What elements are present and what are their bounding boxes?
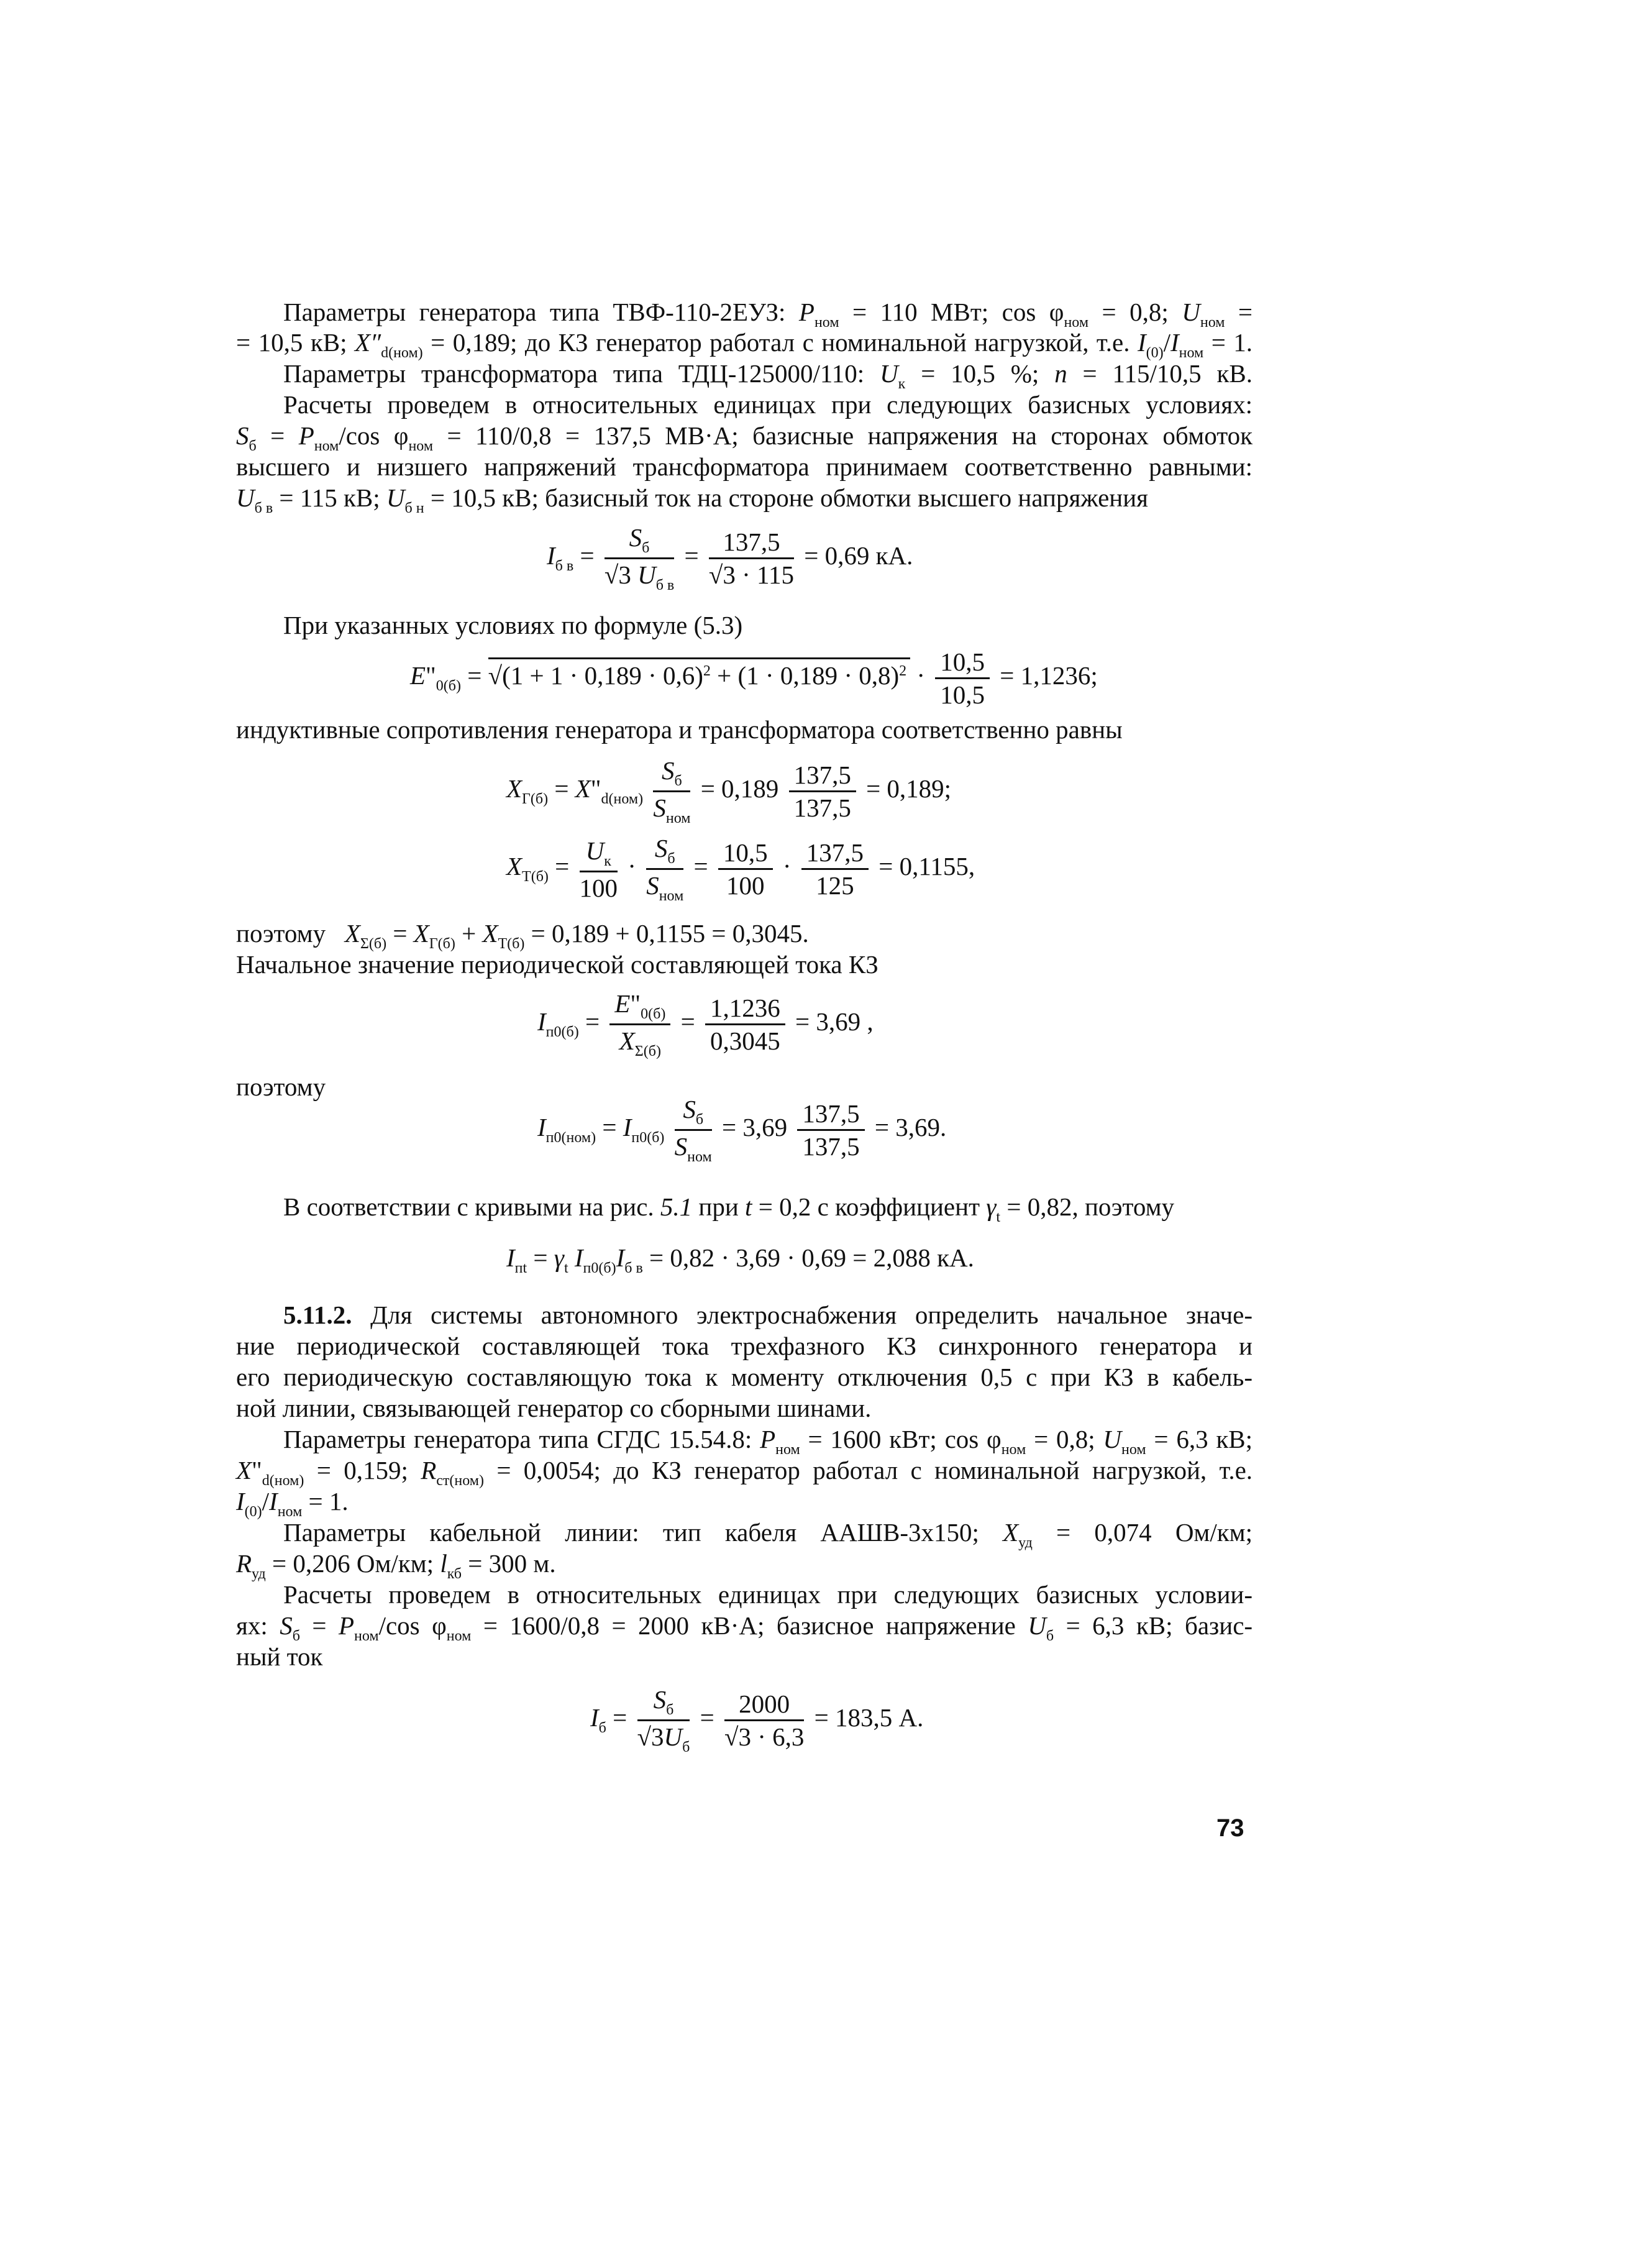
text-line: поэтому — [236, 1073, 326, 1101]
text-line: поэтому $X_{\Sigma(б)} = X_{Г(б)} + X_{Т(б)} = 0,189 + 0,1155 = 0,3045$. — [236, 919, 809, 952]
text-line: $I_{(0)}/I_{ном} = 1$. — [236, 1487, 349, 1520]
text-line: Параметры генератора типа ТВФ-110-2ЕУЗ: $P_{ном} = 110$ МВт; $\cos \varphi_{ном} = 0,8$; $U_{ном}$ = — [283, 298, 1253, 331]
text-line: его периодическую составляющую тока к моменту отключения 0,5 с при КЗ в кабель- — [236, 1363, 1253, 1391]
text-line: В соответствии с кривыми на рис. 5.1 при t = 0,2 с коэффициент $\gamma_t = 0,82$, поэтому — [283, 1192, 1175, 1225]
text-line: Параметры трансформатора типа ТДЦ-125000/110: $U_к = 10,5$ %; n = 115/10,5 кВ. — [283, 359, 1253, 392]
text-line: Параметры генератора типа СГДС 15.54.8: $P_{ном} = 1600$ кВт; $\cos \varphi_{ном} = 0,8$; $U_{ном} = 6,3$ кВ; — [283, 1425, 1253, 1458]
text-line: Начальное значение периодической составляющей тока КЗ — [236, 950, 878, 979]
text-line: При указанных условиях по формуле (5.3) — [283, 611, 743, 639]
formula: $I_{п0(б)}$ = $\frac{E"_{0(б)}}{X_{\Sigma(б)}}$ = $\frac{1,1236}{0,3045}$ = 3,69 , — [537, 989, 874, 1059]
formula: $X_{Г(б)}$ = $X"_{d(ном)}$ $\frac{S_б}{S_{ном}}$ = 0,189 $\frac{137,5}{137,5}$ = 0,189; — [506, 756, 952, 826]
text-line: ние периодической составляющей тока трехфазного КЗ синхронного генератора и — [236, 1332, 1253, 1360]
text-line: ный ток — [236, 1642, 323, 1671]
formula: $I_{пt} = \gamma_t$ $I_{п0(б)}I_{б в} = 0,82 \cdot 3,69 \cdot 0,69 = 2,088$ кА. — [506, 1243, 974, 1276]
text-line: $X"_{d(ном)} = 0,159$; $R_{ст(ном)} = 0,0054$; до КЗ генератор работал с номинальной нагрузкой, т.е. — [236, 1456, 1253, 1489]
text-line: Расчеты проведем в относительных единицах при следующих базисных условиях: — [283, 390, 1253, 419]
text-line: $R_{уд} = 0,206$ Ом/км; $l_{кб} = 300$ м. — [236, 1549, 556, 1582]
formula: $X_{Т(б)}$ = $\frac{U_к}{100}$ · $\frac{S_б}{S_{ном}}$ = $\frac{10,5}{100}$ · $\frac{137,5}{125}$ = 0,1155, — [506, 834, 975, 904]
formula: $E"_{0(б)} = √(1 + 1 \cdot 0,189 \cdot 0,6)^2 + (1 \cdot 0,189 \cdot 0,8)^2$ · $\frac{10,5}{10,5}$ = 1,1236; — [410, 647, 1098, 709]
text-line: $U_{б в} = 115$ кВ; $U_{б н} = 10,5$ кВ; базисный ток на стороне обмотки высшего напряжения — [236, 483, 1149, 516]
text-line: высшего и низшего напряжений трансформатора принимаем соответственно равными: — [236, 452, 1253, 481]
text-line: ях: $S_б = P_{ном}/\cos$ $\varphi_{ном} = 1600/0,8 = 2000$ кВ·А; базисное напряжение $U_б = 6,3$ кВ; базис- — [236, 1611, 1253, 1644]
formula: $I_{б в}$ = $\frac{S_б}{√3 U_{б в}}$ = $\frac{137,5}{√3 \cdot 115}$ = 0,69 кА. — [547, 523, 913, 593]
text-line: 5.11.2. Для системы автономного электроснабжения определить начальное значе- — [283, 1301, 1253, 1329]
page-number: 73 — [1216, 1814, 1244, 1842]
text-line: Параметры кабельной линии: тип кабеля ААШВ-3х150; $X_{уд} = 0,074$ Ом/км; — [283, 1518, 1253, 1551]
text-line: Расчеты проведем в относительных единицах при следующих базисных условии- — [283, 1580, 1253, 1609]
text-line: = 10,5 кВ; $X''_{d(ном)} = 0,189$; до КЗ генератор работал с номинальной нагрузкой, т.е. $I_{(0)}/I_{ном} = 1$. — [236, 328, 1253, 361]
text-line: индуктивные сопротивления генератора и трансформатора соответственно равны — [236, 715, 1123, 744]
formula: $I_{п0(ном)} = I_{п0(б)}$ $\frac{S_б}{S_{ном}}$ = 3,69 $\frac{137,5}{137,5}$ = 3,69. — [537, 1095, 947, 1165]
text-line: ной линии, связывающей генератор со сборными шинами. — [236, 1394, 872, 1422]
text-line: $S_б = P_{ном}/\cos$ $\varphi_{ном} = 110/0,8 = 137,5$ МВ·А; базисные напряжения на сторонах обмоток — [236, 421, 1253, 454]
formula: $I_б$ = $\frac{S_б}{√3U_б}$ = $\frac{2000}{√3 \cdot 6,3}$ = 183,5 А. — [590, 1685, 924, 1755]
